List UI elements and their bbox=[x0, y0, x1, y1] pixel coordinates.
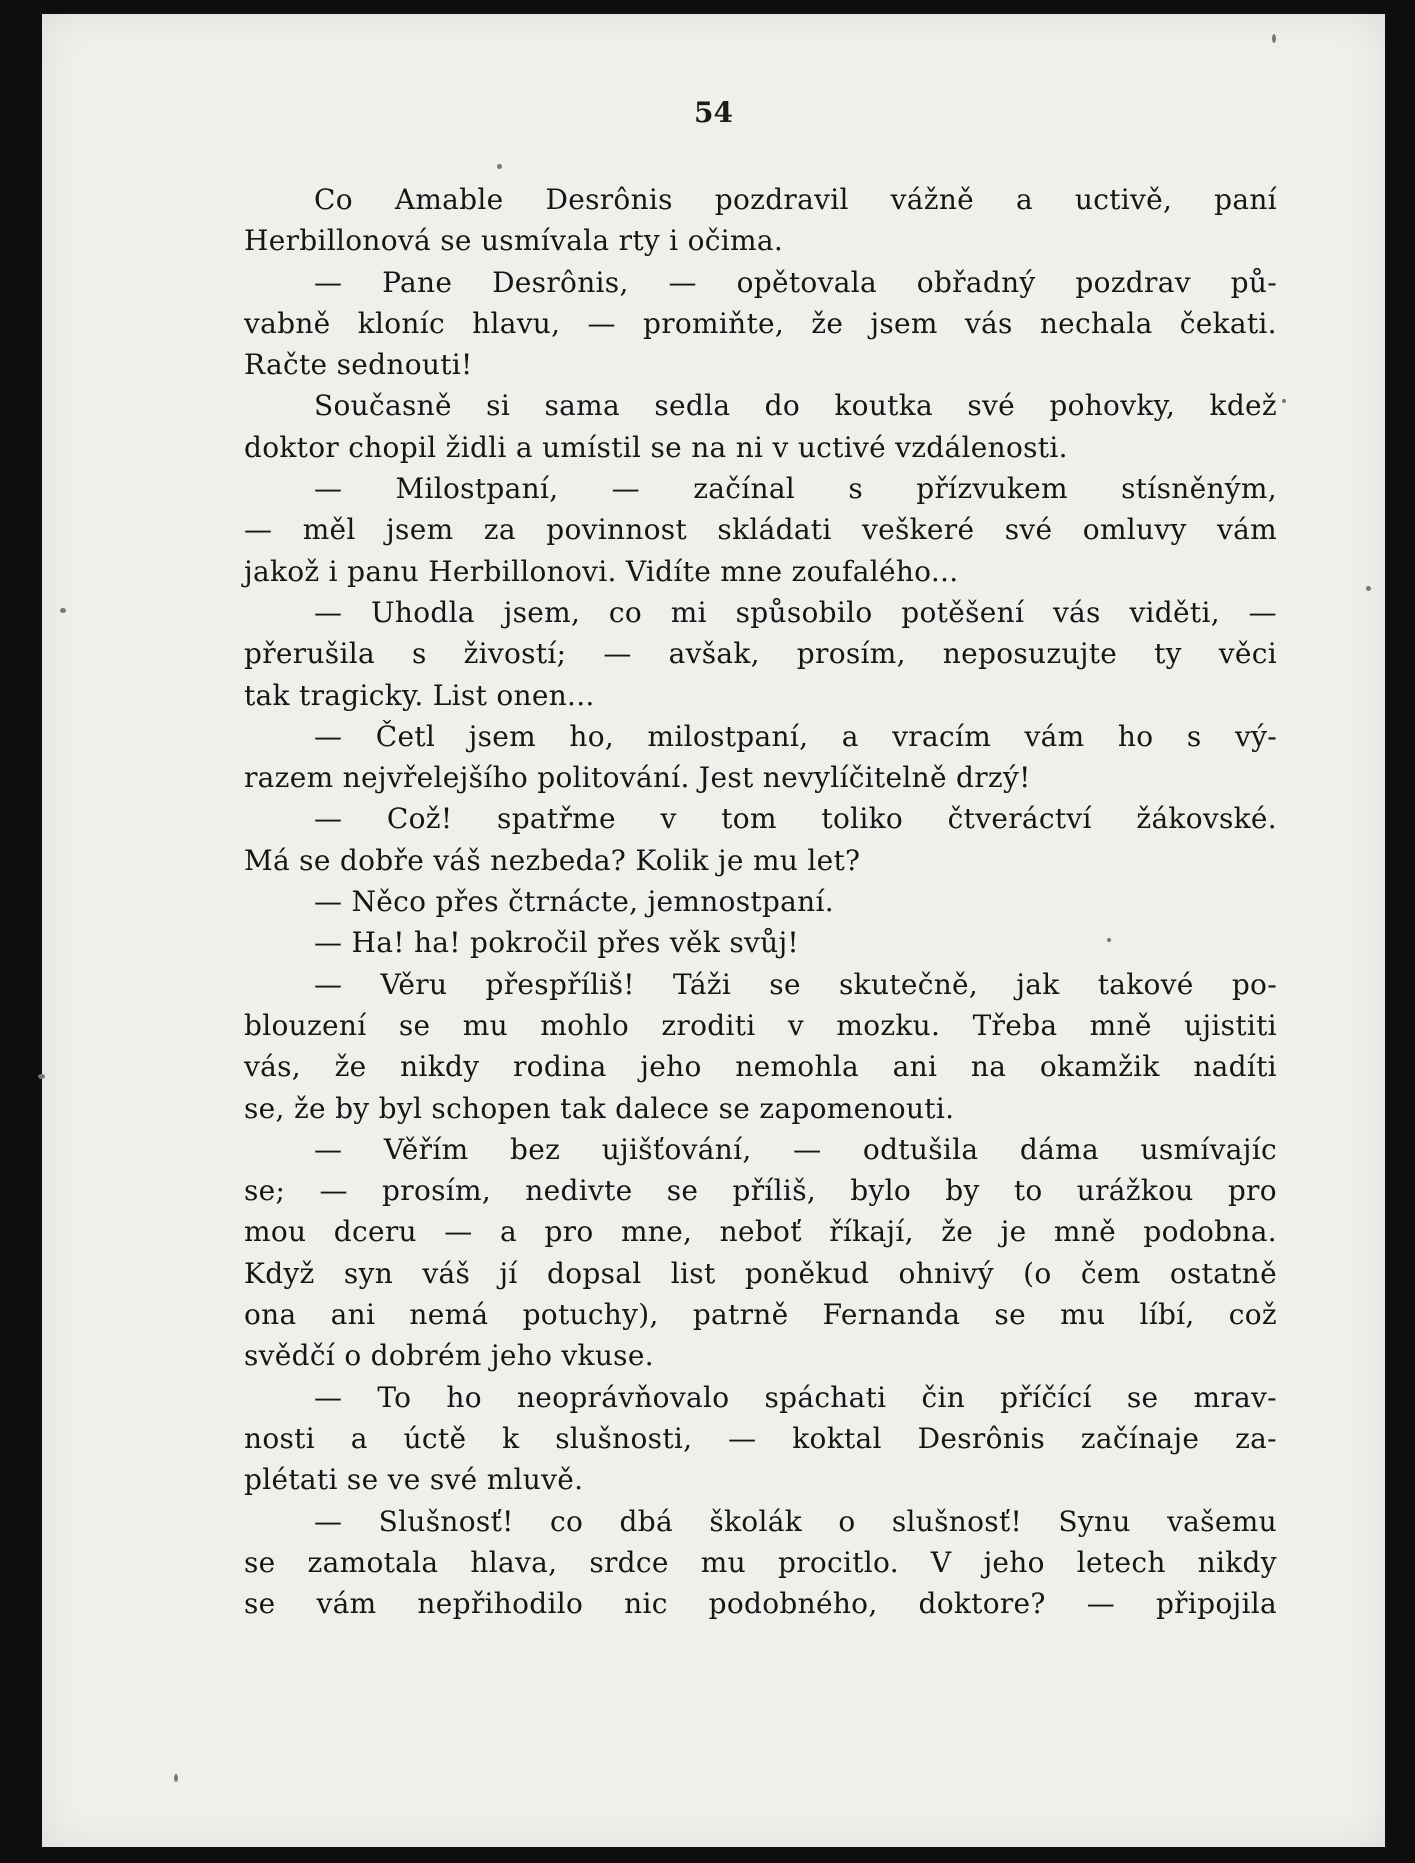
text-line: — Slušnosť! co dbá školák o slušnosť! Synu vašemu bbox=[314, 1504, 1277, 1538]
text-line: Co Amable Desrônis pozdravil vážně a uctivě, paní bbox=[314, 183, 1277, 216]
scan-speck bbox=[497, 164, 502, 169]
text-line: přerušila s živostí; — avšak, prosím, neposuzujte ty věci bbox=[244, 637, 1277, 671]
text-line: razem nejvřelejšího politování. Jest nevylíčitelně drzý! bbox=[244, 761, 1031, 795]
text-line: Když syn váš jí dopsal list poněkud ohnivý (o čem ostatně bbox=[244, 1256, 1277, 1290]
text-line: — Četl jsem ho, milostpaní, a vracím vám ho s vý- bbox=[314, 719, 1277, 753]
text-line: — měl jsem za povinnost skládati veškeré své omluvy vám bbox=[244, 513, 1277, 547]
text-line: — Milostpaní, — začínal s přízvukem stísněným, bbox=[314, 472, 1277, 506]
text-line: se, že by byl schopen tak dalece se zapomenouti. bbox=[244, 1091, 955, 1125]
text-line: nosti a úctě k slušnosti, — koktal Desrônis začínaje za- bbox=[244, 1421, 1277, 1455]
text-line: Současně si sama sedla do koutka své pohovky, kdež bbox=[314, 389, 1277, 423]
scan-speck bbox=[1366, 586, 1371, 591]
text-line: doktor chopil židli a umístil se na ni v uctivé vzdálenosti. bbox=[244, 430, 1068, 464]
text-line: — Věřím bez ujišťování, — odtušila dáma usmívajíc bbox=[314, 1132, 1277, 1166]
text-line: — Věru přespříliš! Táži se skutečně, jak takové po- bbox=[314, 967, 1277, 1001]
text-line: Račte sednouti! bbox=[244, 348, 473, 382]
text-line: Má se dobře váš nezbeda? Kolik je mu let? bbox=[244, 843, 861, 877]
text-line: jakož i panu Herbillonovi. Vidíte mne zoufalého... bbox=[244, 554, 959, 588]
text-line: — Uhodla jsem, co mi spůsobilo potěšení vás viděti, — bbox=[314, 595, 1277, 629]
text-line: se zamotala hlava, srdce mu procitlo. V jeho letech nikdy bbox=[244, 1545, 1277, 1579]
scan-speck bbox=[1107, 938, 1111, 942]
text-line: — To ho neoprávňovalo spáchati čin příčící se mrav- bbox=[314, 1380, 1277, 1414]
text-line: blouzení se mu mohlo zroditi v mozku. Třeba mně ujistiti bbox=[244, 1008, 1277, 1042]
text-line: — Ha! ha! pokročil přes věk svůj! bbox=[314, 926, 799, 960]
body-text bbox=[244, 179, 1277, 1624]
scan-speck bbox=[1272, 34, 1276, 43]
scan-speck bbox=[60, 608, 66, 613]
text-line: tak tragicky. List onen... bbox=[244, 678, 595, 712]
scan-speck bbox=[38, 1074, 45, 1079]
text-line: — Něco přes čtrnácte, jemnostpaní. bbox=[314, 885, 834, 919]
text-line: Herbillonová se usmívala rty i očima. bbox=[244, 224, 784, 258]
text-line: vás, že nikdy rodina jeho nemohla ani na okamžik nadíti bbox=[244, 1050, 1277, 1084]
text-line: plétati se ve své mluvě. bbox=[244, 1463, 584, 1497]
text-line: — Což! spatřme v tom toliko čtveráctví žákovské. bbox=[314, 802, 1277, 836]
book-page bbox=[42, 14, 1385, 1847]
page-number: 54 bbox=[694, 96, 733, 129]
text-line: se; — prosím, nedivte se příliš, bylo by to urážkou pro bbox=[244, 1174, 1277, 1208]
text-line: svědčí o dobrém jeho vkuse. bbox=[244, 1339, 654, 1373]
text-line: ona ani nemá potuchy), patrně Fernanda se mu líbí, což bbox=[244, 1298, 1277, 1332]
text-line: vabně kloníc hlavu, — promiňte, že jsem vás nechala čekati. bbox=[244, 306, 1277, 340]
text-line: se vám nepřihodilo nic podobného, doktore? — připojila bbox=[244, 1587, 1277, 1621]
text-line: — Pane Desrônis, — opětovala obřadný pozdrav pů- bbox=[314, 265, 1277, 299]
text-line: mou dceru — a pro mne, neboť říkají, že je mně podobna. bbox=[244, 1215, 1277, 1249]
scan-speck bbox=[1282, 399, 1286, 403]
scan-speck bbox=[174, 1774, 178, 1782]
